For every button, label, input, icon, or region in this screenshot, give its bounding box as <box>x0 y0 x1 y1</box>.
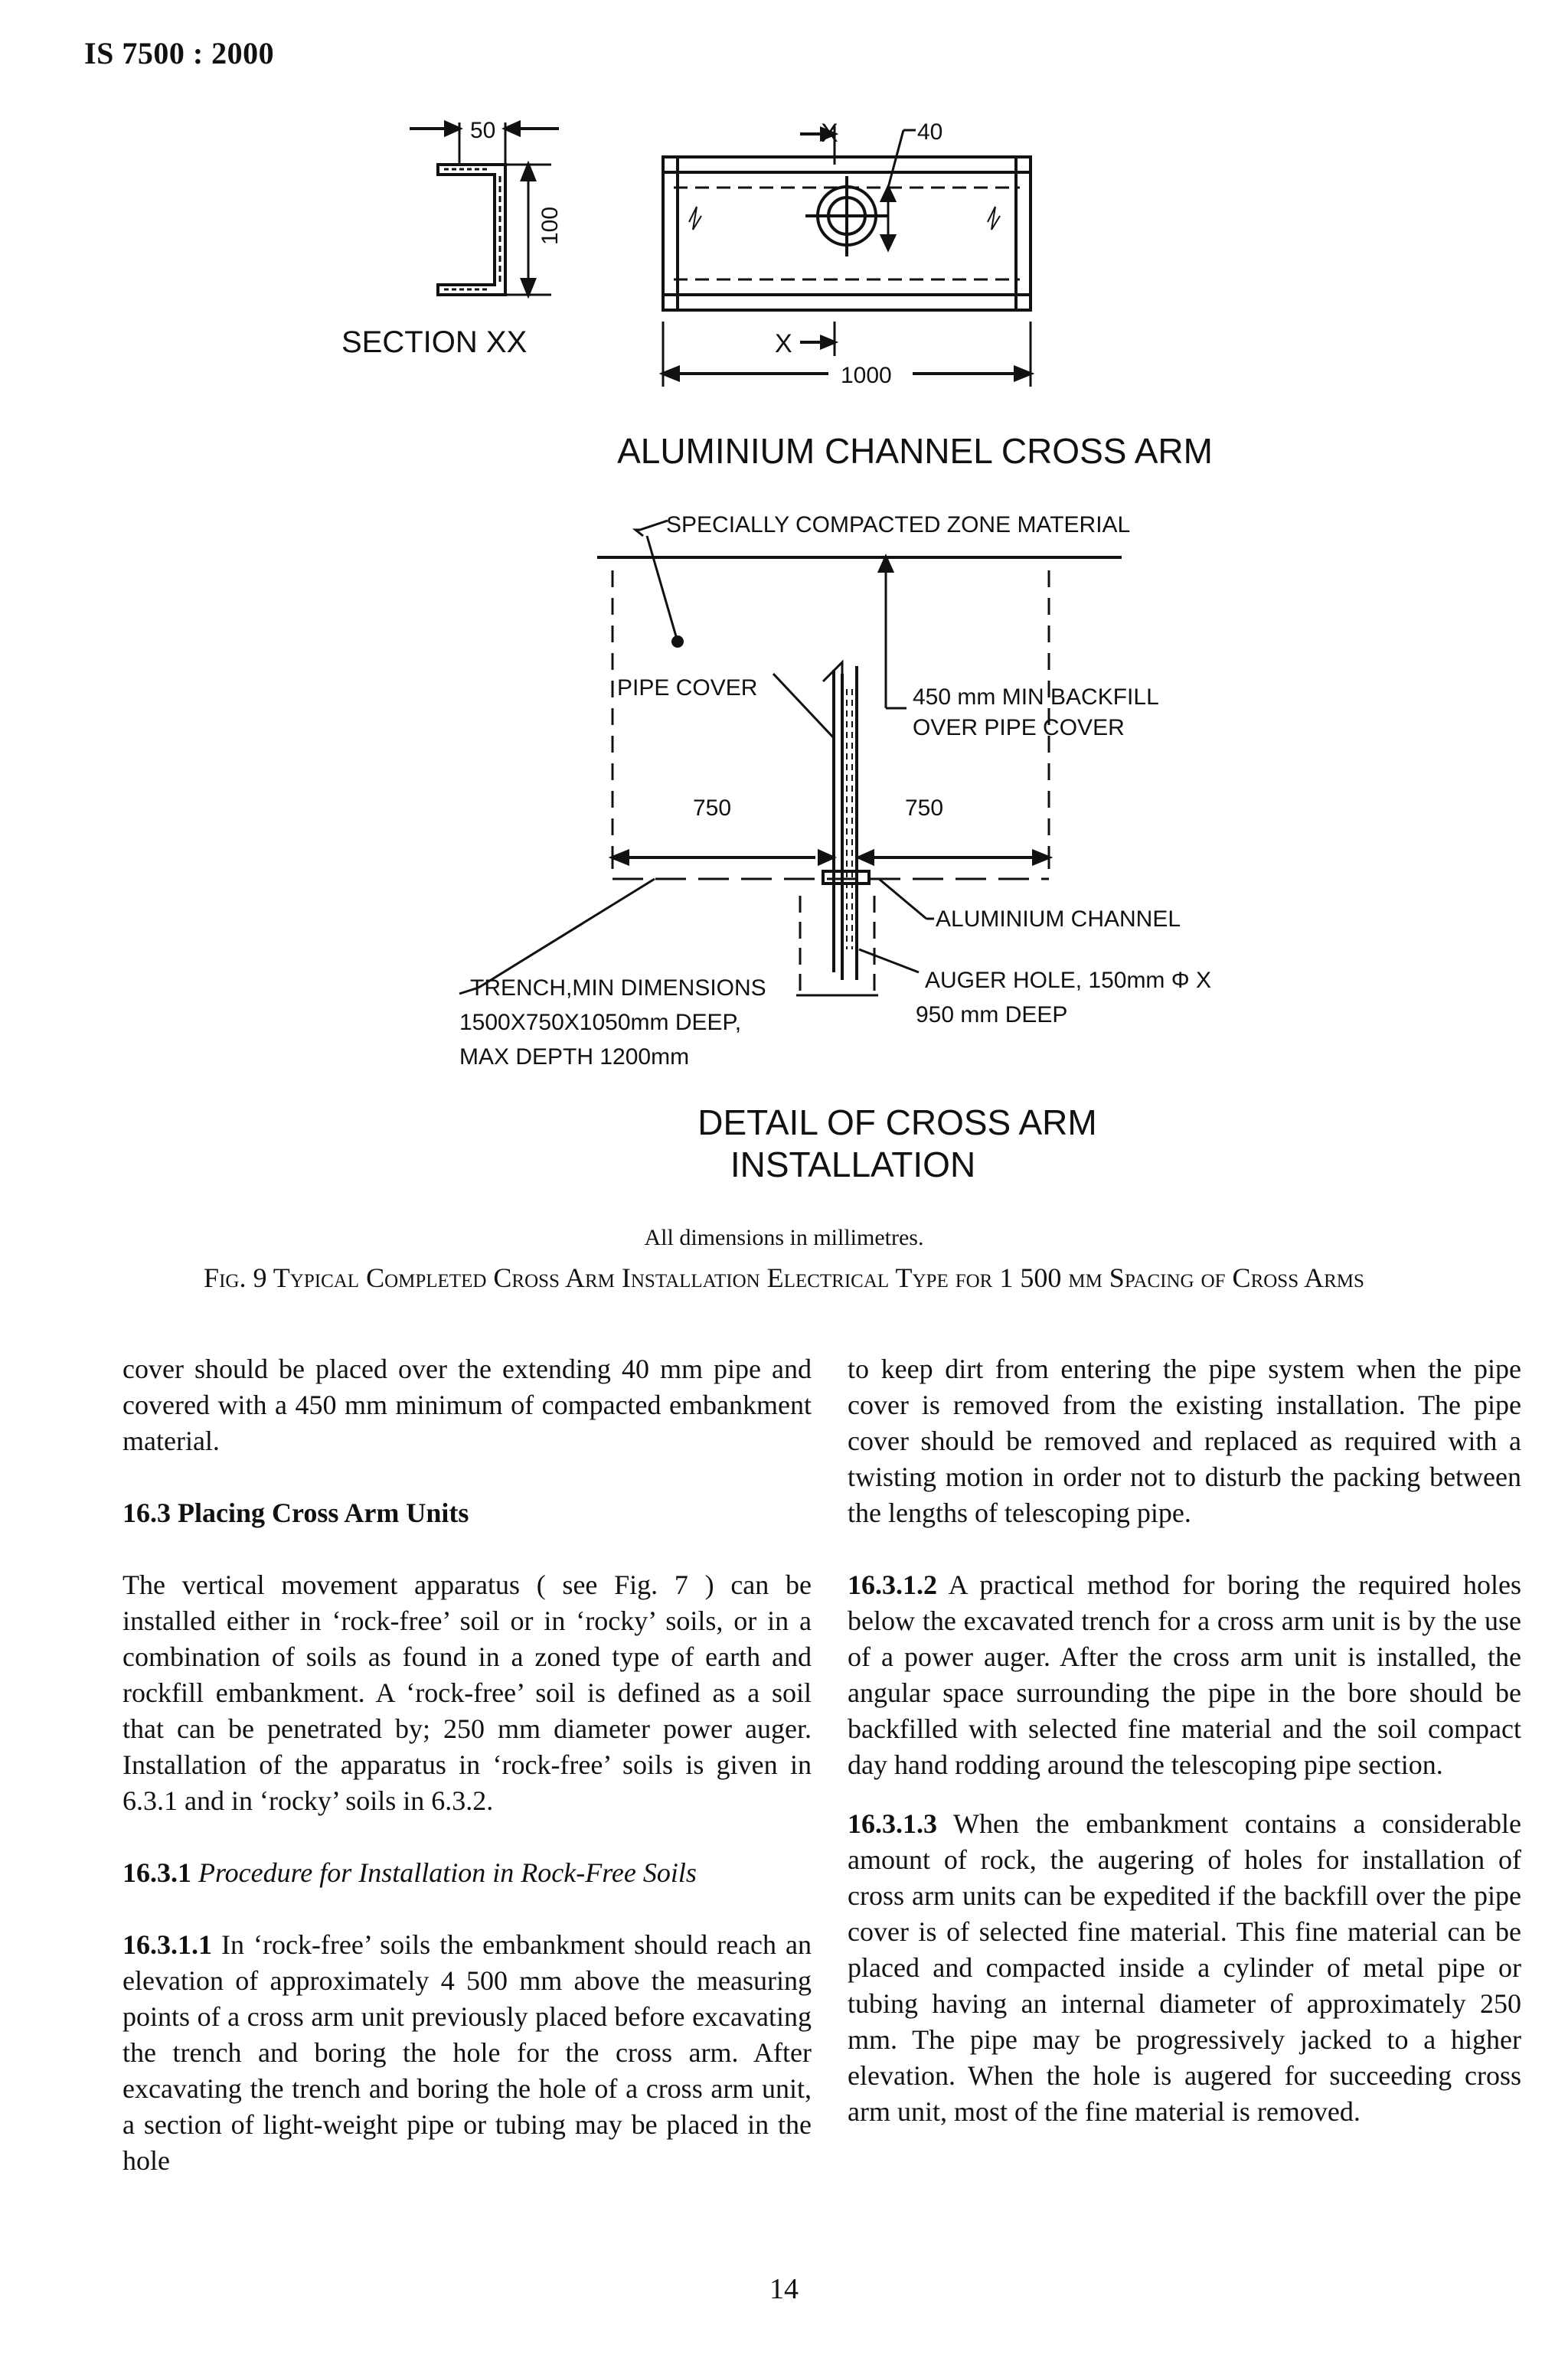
heading-number: 16.3.1 <box>122 1857 191 1888</box>
right-paragraph-2 <box>848 1567 1521 1783</box>
trench-label-1: TRENCH,MIN DIMENSIONS <box>470 975 766 1001</box>
right-paragraph-3 <box>848 1806 1521 2130</box>
figure-title-detail-1: DETAIL OF CROSS ARM <box>697 1102 1097 1142</box>
left-paragraph-1: cover should be placed over the extending 40 mm pipe and covered with a 450 mm minimum of compacted embankment material. <box>122 1354 812 1456</box>
aluminium-channel-label: ALUMINIUM CHANNEL <box>936 906 1181 932</box>
specially-compacted-label: SPECIALLY COMPACTED ZONE MATERIAL <box>666 512 1131 537</box>
figure-title-channel: ALUMINIUM CHANNEL CROSS ARM <box>617 431 1213 471</box>
x-bottom-label: X <box>775 329 792 358</box>
x-top-label: X <box>821 119 838 148</box>
pipe-cover-label: PIPE COVER <box>617 675 758 701</box>
auger-hole-label-1: AUGER HOLE, 150mm Φ X <box>925 968 1212 993</box>
right-paragraph-1: to keep dirt from entering the pipe system when the pipe cover is removed from the existing installation. The pipe cover should be removed and replaced as required with a twisting motion in order not to disturb the packing between the lengths of telescoping pipe. <box>848 1354 1521 1528</box>
auger-hole-label-2: 950 mm DEEP <box>916 1002 1068 1027</box>
dim-750-left-label: 750 <box>693 795 732 821</box>
dim-100-label: 100 <box>537 206 563 245</box>
trench-label-2: 1500X750X1050mm DEEP, <box>459 1010 742 1035</box>
dim-1000-label: 1000 <box>841 363 892 388</box>
dimensions-note: All dimensions in millimetres. <box>644 1225 924 1250</box>
heading-text: Procedure for Installation in Rock-Free Soils <box>198 1857 697 1888</box>
clause-number: 16.3.1.2 <box>848 1569 937 1600</box>
channel-plan-drawing <box>663 126 1031 387</box>
section-heading-16-3: 16.3 Placing Cross Arm Units <box>122 1498 469 1528</box>
left-column <box>122 1351 812 2179</box>
backfill-label-1: 450 mm MIN BACKFILL <box>913 684 1159 710</box>
section-heading-16-3-1 <box>122 1855 812 1891</box>
trench-label-3: MAX DEPTH 1200mm <box>459 1044 690 1070</box>
clause-text: When the embankment contains a considerable amount of rock, the augering of holes for installation of cross arm units can be expedited if the backfill over the pipe cover is of selected fine material. This fine material can be placed and compacted inside a cylinder of metal pipe or tubing having an internal diameter of approximately 250 mm. The pipe may be progressively jacked to a higher elevation. When the hole is augered for succeeding cross arm unit, most of the fine material is removed. <box>848 1808 1521 2127</box>
clause-text: A practical method for boring the required holes below the excavated trench for a cross arm unit is by the use of a power auger. After the cross arm unit is installed, the angular space surrounding the pipe in the bore should be backfilled with selected fine material and the soil compact day hand rodding around the telescoping pipe section. <box>848 1569 1521 1780</box>
dim-50-label: 50 <box>470 118 496 143</box>
dim-750-right-label: 750 <box>905 795 944 821</box>
standard-header: IS 7500 : 2000 <box>84 36 275 70</box>
dim-40-label: 40 <box>917 119 943 145</box>
section-xx-label: SECTION XX <box>341 325 528 359</box>
left-paragraph-3 <box>122 1927 812 2179</box>
clause-text: In ‘rock-free’ soils the embankment should reach an elevation of approximately 4 500 mm above the measuring points of a cross arm unit previously placed before excavating the trench and boring the hole for the cross arm. After excavating the trench and boring the hole of a cross arm unit, a section of light-weight pipe or tubing may be placed in the hole <box>122 1929 812 2176</box>
clause-number: 16.3.1.1 <box>122 1929 212 1960</box>
page-number: 14 <box>769 2273 799 2305</box>
backfill-label-2: OVER PIPE COVER <box>913 715 1125 740</box>
section-xx-drawing <box>410 122 559 295</box>
right-column <box>848 1351 1521 2130</box>
left-paragraph-2: The vertical movement apparatus ( see Fig. 7 ) can be installed either in ‘rock-free’ soil or in ‘rocky’ soils, or in a combination of soils as found in a zoned type of earth and rockfill embankment. A ‘rock-free’ soil is defined as a soil that can be penetrated by; 250 mm diameter power auger. Installation of the apparatus in ‘rock-free’ soils is given in 6.3.1 and in ‘rocky’ soils in 6.3.2. <box>122 1569 812 1816</box>
figure-title-detail-2: INSTALLATION <box>730 1145 976 1184</box>
clause-number: 16.3.1.3 <box>848 1808 937 1839</box>
figure-caption: Fig. 9 Typical Completed Cross Arm Installation Electrical Type for 1 500 mm Spacing of Cross Arms <box>204 1262 1364 1293</box>
